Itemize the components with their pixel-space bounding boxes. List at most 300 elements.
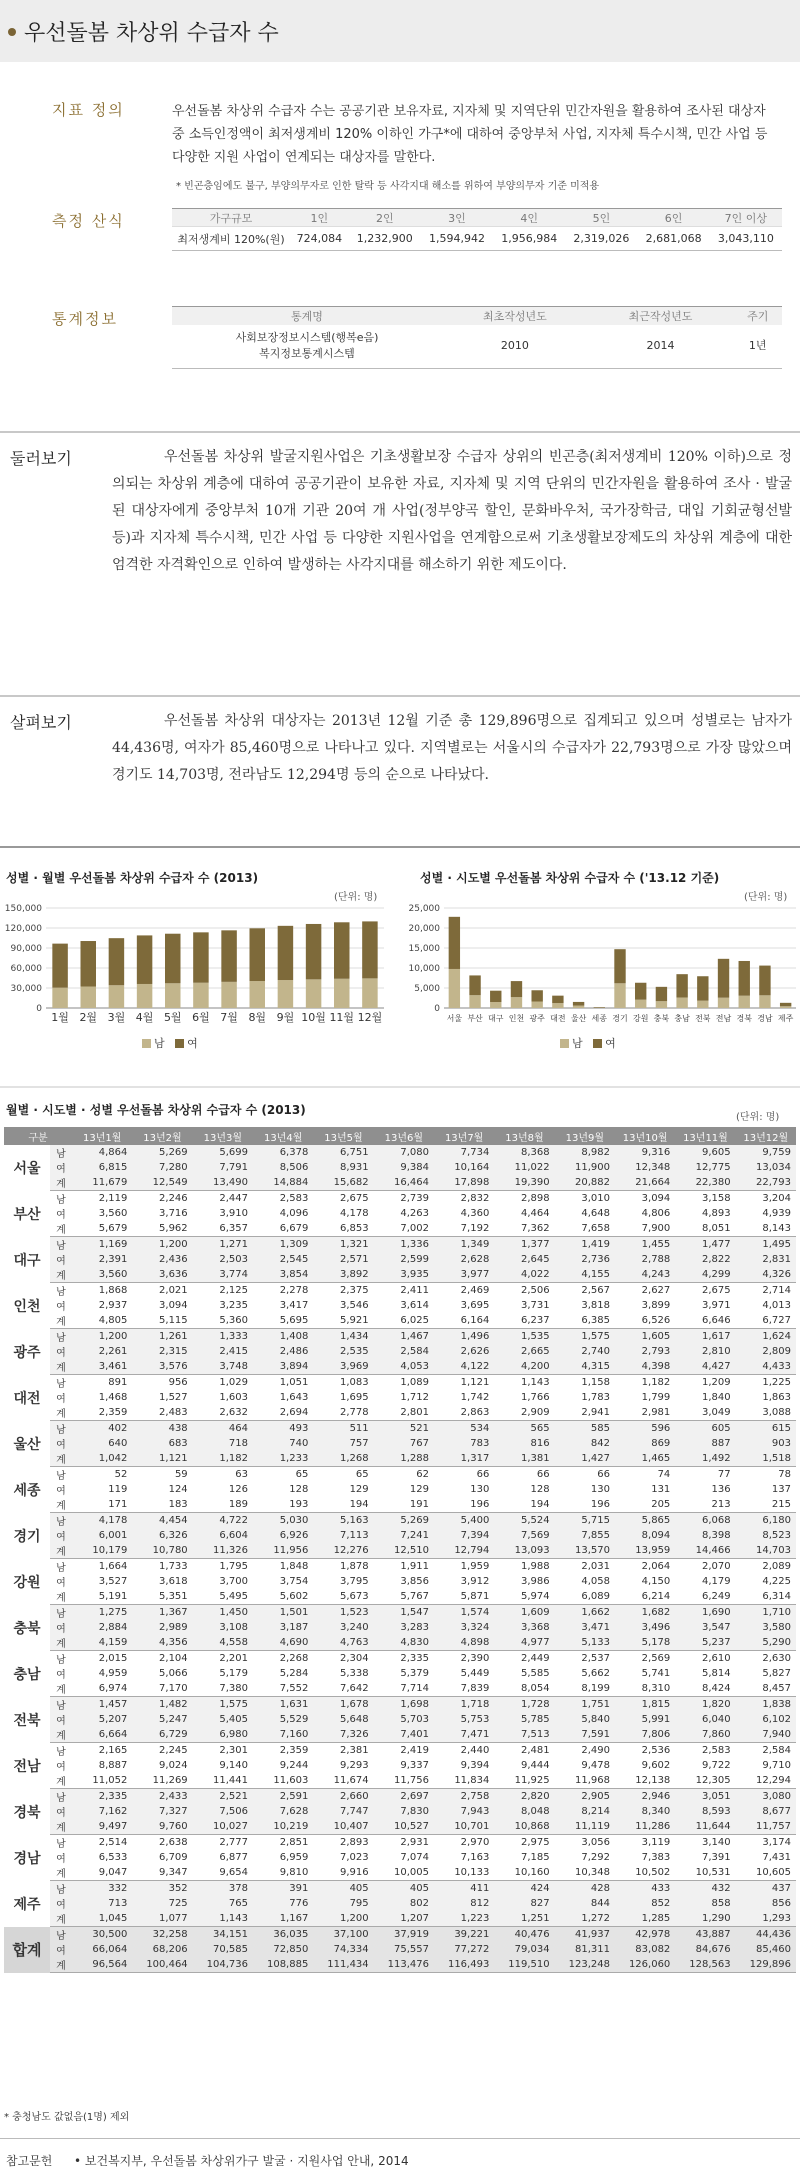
value-cell: 116,493 xyxy=(434,1957,494,1973)
value-cell: 2,535 xyxy=(313,1344,373,1359)
stat-first-year: 2010 xyxy=(442,325,588,369)
region-cell: 경남 xyxy=(4,1835,50,1881)
value-cell: 1,695 xyxy=(340,1392,369,1403)
value-cell: 1,624 xyxy=(736,1329,796,1345)
value-cell: 75,557 xyxy=(374,1942,434,1957)
value-cell: 2,375 xyxy=(340,1285,369,1296)
value-cell: 8,051 xyxy=(675,1221,735,1237)
value-cell: 3,935 xyxy=(374,1267,434,1283)
value-cell: 4,830 xyxy=(374,1635,434,1651)
bar-female xyxy=(552,996,563,1003)
value-cell: 464 xyxy=(193,1421,253,1437)
sex-cell: 여 xyxy=(56,1670,66,1681)
stat-name-cell xyxy=(172,325,442,369)
value-cell: 3,969 xyxy=(313,1359,373,1375)
value-cell: 66,064 xyxy=(72,1942,132,1957)
value-cell: 7,192 xyxy=(434,1221,494,1237)
value-cell: 5,400 xyxy=(434,1513,494,1529)
value-cell: 5,338 xyxy=(340,1668,369,1679)
value-cell: 776 xyxy=(253,1896,313,1911)
x-tick-label: 11월 xyxy=(329,1011,355,1024)
sex-cell: 계 xyxy=(50,1773,72,1789)
value-cell: 2,359 xyxy=(72,1405,132,1421)
value-cell: 5,405 xyxy=(193,1712,253,1727)
female-swatch-icon xyxy=(593,1039,602,1048)
bar-male xyxy=(221,982,236,1008)
value-cell: 3,158 xyxy=(701,1193,731,1204)
value-cell: 740 xyxy=(253,1436,313,1451)
value-cell: 12,794 xyxy=(434,1543,494,1559)
region-group xyxy=(4,1375,796,1421)
value-cell: 4,013 xyxy=(762,1300,791,1311)
region-group xyxy=(4,1789,796,1835)
value-cell: 1,766 xyxy=(521,1392,550,1403)
value-cell: 844 xyxy=(555,1896,615,1911)
value-cell: 405 xyxy=(374,1881,434,1897)
definition-text: 우선돌봄 차상위 수급자 수는 공공기관 보유자료, 지자체 및 지역단위 민간자원을 활용하여 조사된 대상자 중 소득인정액이 최저생계비 120% 이하인 가구*에 대하여 중앙부처 사업, 지자체 특수시책, 민간 사업 등 다양한 지원 사업이 연계되는 대상자를 말한다. xyxy=(172,104,768,165)
value-cell: 8,457 xyxy=(736,1681,796,1697)
value-cell: 565 xyxy=(494,1421,554,1437)
value-cell: 8,143 xyxy=(736,1221,796,1237)
x-tick-label: 경북 xyxy=(736,1014,752,1023)
sex-cell: 계 xyxy=(50,1405,72,1421)
value-cell: 3,892 xyxy=(313,1267,373,1283)
value-cell: 3,204 xyxy=(762,1193,791,1204)
regional-stacked-bar-chart xyxy=(404,898,800,1028)
value-cell: 1,495 xyxy=(736,1237,796,1253)
value-cell: 3,576 xyxy=(132,1359,192,1375)
value-cell: 6,385 xyxy=(555,1313,615,1329)
value-cell: 111,434 xyxy=(313,1957,373,1973)
value-cell: 5,703 xyxy=(374,1712,434,1727)
value-cell: 6,001 xyxy=(72,1528,132,1543)
value-cell: 1,468 xyxy=(98,1392,128,1403)
value-cell: 3,417 xyxy=(279,1300,309,1311)
bar-male xyxy=(306,979,321,1008)
value-cell: 869 xyxy=(615,1436,675,1451)
table-row xyxy=(4,1467,796,1483)
value-cell: 2,778 xyxy=(313,1405,373,1421)
value-cell: 9,602 xyxy=(641,1760,671,1771)
bar-female xyxy=(676,974,687,997)
value-cell: 1,710 xyxy=(736,1605,796,1621)
value-cell: 2,758 xyxy=(434,1789,494,1805)
value-cell: 1,795 xyxy=(219,1561,248,1572)
bar-female xyxy=(221,930,236,982)
reference-label: 참고문헌 xyxy=(6,2154,53,2168)
value-cell: 8,368 xyxy=(494,1145,554,1160)
sex-cell: 남 xyxy=(56,1195,66,1206)
value-cell: 6,853 xyxy=(313,1221,373,1237)
value-cell: 2,514 xyxy=(98,1837,128,1848)
regional-chart-legend xyxy=(560,1035,616,1051)
value-cell: 37,100 xyxy=(313,1927,373,1943)
sex-cell: 계 xyxy=(50,1451,72,1467)
value-cell: 7,241 xyxy=(374,1528,434,1543)
value-cell: 9,293 xyxy=(340,1760,369,1771)
value-cell: 10,219 xyxy=(253,1819,313,1835)
y-tick-label: 30,000 xyxy=(10,984,42,994)
value-cell: 2,567 xyxy=(581,1285,610,1296)
value-cell: 11,674 xyxy=(313,1773,373,1789)
value-cell: 1,251 xyxy=(494,1911,554,1927)
value-cell: 5,379 xyxy=(400,1668,429,1679)
bar-male xyxy=(739,996,750,1008)
value-cell: 1,333 xyxy=(193,1329,253,1345)
value-cell: 2,537 xyxy=(581,1653,610,1664)
value-cell: 6,526 xyxy=(615,1313,675,1329)
value-cell: 7,506 xyxy=(193,1804,253,1819)
value-cell: 2,278 xyxy=(279,1285,309,1296)
value-cell: 14,884 xyxy=(253,1175,313,1191)
value-cell: 4,263 xyxy=(400,1208,429,1219)
table-row xyxy=(4,1727,796,1743)
value-cell: 2,898 xyxy=(521,1193,550,1204)
stat-header-cell: 통계명 xyxy=(172,307,442,325)
value-cell: 1,718 xyxy=(434,1697,494,1713)
value-cell: 1,321 xyxy=(313,1237,373,1253)
title-bullet-icon xyxy=(8,28,16,36)
value-cell: 2,545 xyxy=(253,1252,313,1267)
table-row xyxy=(4,1911,796,1927)
value-cell: 1,167 xyxy=(253,1911,313,1927)
x-tick-label: 대구 xyxy=(488,1014,504,1023)
measure-value-cell: 1,956,984 xyxy=(493,227,565,251)
value-cell: 7,394 xyxy=(434,1528,494,1543)
value-cell: 128,563 xyxy=(675,1957,735,1973)
value-cell: 131 xyxy=(651,1484,671,1495)
value-cell: 2,391 xyxy=(72,1252,132,1267)
value-cell: 1,434 xyxy=(313,1329,373,1345)
value-cell: 5,673 xyxy=(313,1589,373,1605)
region-group xyxy=(4,1651,796,1697)
region-group xyxy=(4,1421,796,1467)
value-cell: 16,464 xyxy=(374,1175,434,1191)
table-header-cell: 13년7월 xyxy=(434,1127,494,1145)
sex-cell: 계 xyxy=(50,1727,72,1743)
value-cell: 3,088 xyxy=(736,1405,796,1421)
value-cell: 78 xyxy=(778,1469,791,1480)
value-cell: 1,209 xyxy=(701,1377,731,1388)
value-cell: 1,838 xyxy=(736,1697,796,1713)
value-cell: 6,533 xyxy=(98,1852,128,1863)
value-cell: 5,991 xyxy=(615,1712,675,1727)
value-cell: 11,756 xyxy=(374,1773,434,1789)
table-row xyxy=(4,1221,796,1237)
region-cell: 서울 xyxy=(4,1145,50,1191)
bar-female xyxy=(635,983,646,1000)
value-cell: 7,943 xyxy=(434,1804,494,1819)
value-cell: 4,122 xyxy=(434,1359,494,1375)
value-cell: 2,119 xyxy=(98,1193,128,1204)
table-row xyxy=(4,1482,796,1497)
region-group xyxy=(4,1467,796,1513)
value-cell: 1,728 xyxy=(494,1697,554,1713)
value-cell: 52 xyxy=(114,1469,128,1480)
value-cell: 1,815 xyxy=(615,1697,675,1713)
value-cell: 858 xyxy=(675,1896,735,1911)
region-group xyxy=(4,1835,796,1881)
table-header-cell: 13년12월 xyxy=(736,1127,796,1145)
value-cell: 3,240 xyxy=(313,1620,373,1635)
x-tick-label: 전북 xyxy=(695,1014,711,1023)
value-cell: 2,447 xyxy=(219,1193,248,1204)
value-cell: 7,714 xyxy=(374,1681,434,1697)
value-cell: 7,170 xyxy=(132,1681,192,1697)
value-cell: 1,223 xyxy=(434,1911,494,1927)
sex-cell: 남 xyxy=(56,1471,66,1482)
x-tick-label: 10월 xyxy=(301,1011,326,1024)
x-tick-label: 울산 xyxy=(570,1014,587,1023)
value-cell: 8,982 xyxy=(555,1145,615,1160)
section-divider xyxy=(0,846,800,848)
bar-male xyxy=(531,1002,542,1008)
sex-cell: 여 xyxy=(50,1804,72,1819)
value-cell: 640 xyxy=(72,1436,132,1451)
sex-cell: 여 xyxy=(56,1302,66,1313)
value-cell: 1,207 xyxy=(374,1911,434,1927)
value-cell: 6,214 xyxy=(615,1589,675,1605)
table-header-cell: 구분 xyxy=(4,1127,72,1145)
definition-label: 지표 정의 xyxy=(52,101,125,119)
value-cell: 1,285 xyxy=(615,1911,675,1927)
x-tick-label: 전남 xyxy=(715,1014,732,1023)
value-cell: 12,549 xyxy=(132,1175,192,1191)
value-cell: 205 xyxy=(615,1497,675,1513)
table-row xyxy=(4,1543,796,1559)
measure-value-cell: 최저생계비 120%(원) xyxy=(172,227,290,251)
table-row xyxy=(4,1957,796,1973)
table-header-cell: 13년11월 xyxy=(675,1127,735,1145)
value-cell: 74,334 xyxy=(313,1942,373,1957)
value-cell: 8,054 xyxy=(494,1681,554,1697)
value-cell: 1,631 xyxy=(253,1697,313,1713)
x-tick-label: 4월 xyxy=(135,1011,154,1024)
x-tick-label: 9월 xyxy=(276,1011,295,1024)
reference-text: • 보건복지부, 우선돌봄 차상위가구 발굴 · 지원사업 안내, 2014 xyxy=(74,2154,409,2168)
value-cell: 2,583 xyxy=(701,1745,731,1756)
value-cell: 2,411 xyxy=(400,1285,429,1296)
table-row xyxy=(4,1252,796,1267)
value-cell: 1,336 xyxy=(374,1237,434,1253)
bar-female xyxy=(81,941,96,986)
y-tick-label: 0 xyxy=(434,1004,440,1014)
value-cell: 66 xyxy=(476,1469,490,1480)
value-cell: 4,159 xyxy=(72,1635,132,1651)
value-cell: 1,290 xyxy=(675,1911,735,1927)
value-cell: 1,427 xyxy=(555,1451,615,1467)
stat-header-cell: 주기 xyxy=(733,307,782,325)
value-cell: 4,326 xyxy=(736,1267,796,1283)
value-cell: 596 xyxy=(615,1421,675,1437)
sex-cell: 남 xyxy=(50,1421,72,1437)
value-cell: 100,464 xyxy=(132,1957,192,1973)
value-cell: 4,155 xyxy=(555,1267,615,1283)
value-cell: 5,284 xyxy=(279,1668,309,1679)
value-cell: 10,160 xyxy=(494,1865,554,1881)
value-cell: 39,221 xyxy=(434,1927,494,1943)
sex-cell: 남 xyxy=(56,1747,66,1758)
table-title: 월별 · 시도별 · 성별 우선돌봄 차상위 수급자 수 (2013) xyxy=(6,1103,306,1117)
value-cell: 2,694 xyxy=(253,1405,313,1421)
value-cell: 5,785 xyxy=(494,1712,554,1727)
sex-cell: 계 xyxy=(50,1543,72,1559)
table-row xyxy=(4,1589,796,1605)
value-cell: 1,664 xyxy=(98,1561,128,1572)
sex-cell: 여 xyxy=(50,1712,72,1727)
value-cell: 9,024 xyxy=(159,1760,188,1771)
value-cell: 7,074 xyxy=(400,1852,429,1863)
value-cell: 6,357 xyxy=(193,1221,253,1237)
value-cell: 1,233 xyxy=(253,1451,313,1467)
value-cell: 3,547 xyxy=(675,1620,735,1635)
value-cell: 2,665 xyxy=(494,1344,554,1359)
value-cell: 3,818 xyxy=(581,1300,610,1311)
value-cell: 8,310 xyxy=(615,1681,675,1697)
section-divider xyxy=(0,2138,800,2139)
bar-male xyxy=(165,983,180,1008)
value-cell: 5,163 xyxy=(313,1513,373,1529)
value-cell: 14,466 xyxy=(675,1543,735,1559)
value-cell: 10,027 xyxy=(193,1819,253,1835)
value-cell: 11,286 xyxy=(615,1819,675,1835)
value-cell: 213 xyxy=(675,1497,735,1513)
value-cell: 4,433 xyxy=(736,1359,796,1375)
value-cell: 11,956 xyxy=(253,1543,313,1559)
value-cell: 3,010 xyxy=(581,1193,610,1204)
table-header-cell: 13년4월 xyxy=(253,1127,313,1145)
value-cell: 1,349 xyxy=(434,1237,494,1253)
value-cell: 1,271 xyxy=(193,1237,253,1253)
value-cell: 4,398 xyxy=(615,1359,675,1375)
bar-male xyxy=(552,1003,563,1008)
stat-recent-year: 2014 xyxy=(588,325,734,369)
table-row xyxy=(4,1697,796,1713)
male-swatch-icon xyxy=(560,1039,569,1048)
value-cell: 3,108 xyxy=(193,1620,253,1635)
value-cell: 2,315 xyxy=(132,1344,192,1359)
value-cell: 4,178 xyxy=(72,1513,132,1529)
value-cell: 6,751 xyxy=(313,1145,373,1160)
region-cell: 강원 xyxy=(4,1559,50,1605)
value-cell: 1,455 xyxy=(615,1237,675,1253)
value-cell: 1,662 xyxy=(555,1605,615,1621)
value-cell: 2,697 xyxy=(374,1789,434,1805)
value-cell: 3,496 xyxy=(615,1620,675,1635)
value-cell: 40,476 xyxy=(494,1927,554,1943)
value-cell: 5,767 xyxy=(374,1589,434,1605)
value-cell: 4,959 xyxy=(98,1668,128,1679)
table-row xyxy=(4,1789,796,1805)
x-tick-label: 2월 xyxy=(79,1011,98,1024)
value-cell: 718 xyxy=(193,1436,253,1451)
value-cell: 66 xyxy=(597,1469,610,1480)
value-cell: 437 xyxy=(736,1881,796,1897)
value-cell: 1,051 xyxy=(279,1377,309,1388)
region-cell: 대전 xyxy=(4,1375,50,1421)
value-cell: 4,200 xyxy=(494,1359,554,1375)
value-cell: 1,751 xyxy=(555,1697,615,1713)
value-cell: 1,275 xyxy=(72,1605,132,1621)
value-cell: 4,150 xyxy=(641,1576,671,1587)
value-cell: 5,237 xyxy=(675,1635,735,1651)
y-tick-label: 60,000 xyxy=(10,964,42,974)
value-cell: 1,820 xyxy=(675,1697,735,1713)
bar-female xyxy=(250,928,265,981)
sex-cell: 계 xyxy=(50,1313,72,1329)
value-cell: 77 xyxy=(717,1469,731,1480)
value-cell: 5,524 xyxy=(494,1513,554,1529)
value-cell: 2,777 xyxy=(219,1837,248,1848)
value-cell: 1,200 xyxy=(132,1237,192,1253)
value-cell: 4,179 xyxy=(701,1576,731,1587)
bar-male xyxy=(718,998,729,1008)
value-cell: 1,089 xyxy=(400,1377,429,1388)
value-cell: 3,049 xyxy=(675,1405,735,1421)
value-cell: 1,465 xyxy=(615,1451,675,1467)
sex-cell: 남 xyxy=(50,1697,72,1713)
value-cell: 2,660 xyxy=(313,1789,373,1805)
value-cell: 3,700 xyxy=(219,1576,248,1587)
x-tick-label: 경기 xyxy=(612,1014,628,1023)
stat-name-line1: 사회보장정보시스템(행복e음) xyxy=(235,331,379,345)
value-cell: 605 xyxy=(675,1421,735,1437)
sex-cell: 여 xyxy=(50,1344,72,1359)
value-cell: 767 xyxy=(374,1436,434,1451)
measure-table xyxy=(172,208,782,251)
value-cell: 8,199 xyxy=(555,1681,615,1697)
value-cell: 2,599 xyxy=(374,1252,434,1267)
bar-female xyxy=(718,959,729,998)
value-cell: 7,642 xyxy=(313,1681,373,1697)
table-row xyxy=(4,1421,796,1437)
table-row xyxy=(4,1559,796,1575)
x-tick-label: 제주 xyxy=(777,1014,794,1023)
bar-male xyxy=(449,969,460,1008)
value-cell: 9,810 xyxy=(253,1865,313,1881)
value-cell: 7,591 xyxy=(555,1727,615,1743)
value-cell: 10,133 xyxy=(434,1865,494,1881)
value-cell: 9,047 xyxy=(72,1865,132,1881)
value-cell: 615 xyxy=(736,1421,796,1437)
value-cell: 1,169 xyxy=(72,1237,132,1253)
sex-cell: 남 xyxy=(56,1287,66,1298)
sex-cell: 여 xyxy=(50,1160,72,1175)
bar-male xyxy=(52,988,67,1008)
value-cell: 2,521 xyxy=(193,1789,253,1805)
value-cell: 3,910 xyxy=(219,1208,248,1219)
value-cell: 1,609 xyxy=(494,1605,554,1621)
sex-cell: 여 xyxy=(50,1252,72,1267)
table-header-cell: 13년6월 xyxy=(374,1127,434,1145)
value-cell: 6,040 xyxy=(675,1712,735,1727)
x-tick-label: 경남 xyxy=(757,1014,773,1023)
region-group xyxy=(4,1237,796,1283)
value-cell: 2,415 xyxy=(193,1344,253,1359)
overview-text: 우선돌봄 차상위 발굴지원사업은 기초생활보장 수급자 상위의 빈곤층(최저생계비 120% 이하)으로 정의되는 차상위 계층에 대하여 공공기관이 보유한 자료, 지자체 및 지역 단위의 민간자원을 활용하여 조사 · 발굴된 대상자에게 중앙부처 10개 기관 20여 개 사업(정부양곡 할인, 문화바우처, 국가장학금, 대입 기회균형선발 등)과 지자체 특수시책, 민간 사업 등 다양한 지원사업을 연계함으로써 기초생활보장제도의 차상위 계층에 대한 엄격한 자격확인으로 인하여 발생하는 사각지대를 해소하기 위한 제도이다. xyxy=(112,449,792,573)
sex-cell: 계 xyxy=(50,1819,72,1835)
value-cell: 1,911 xyxy=(400,1561,429,1572)
table-row xyxy=(4,1850,796,1865)
bar-male xyxy=(759,995,770,1008)
value-cell: 3,235 xyxy=(219,1300,248,1311)
region-group xyxy=(4,1927,796,1973)
value-cell: 424 xyxy=(494,1881,554,1897)
bar-male xyxy=(278,980,293,1008)
measure-value-cell: 2,681,068 xyxy=(638,227,710,251)
value-cell: 521 xyxy=(374,1421,434,1437)
value-cell: 7,791 xyxy=(193,1160,253,1175)
